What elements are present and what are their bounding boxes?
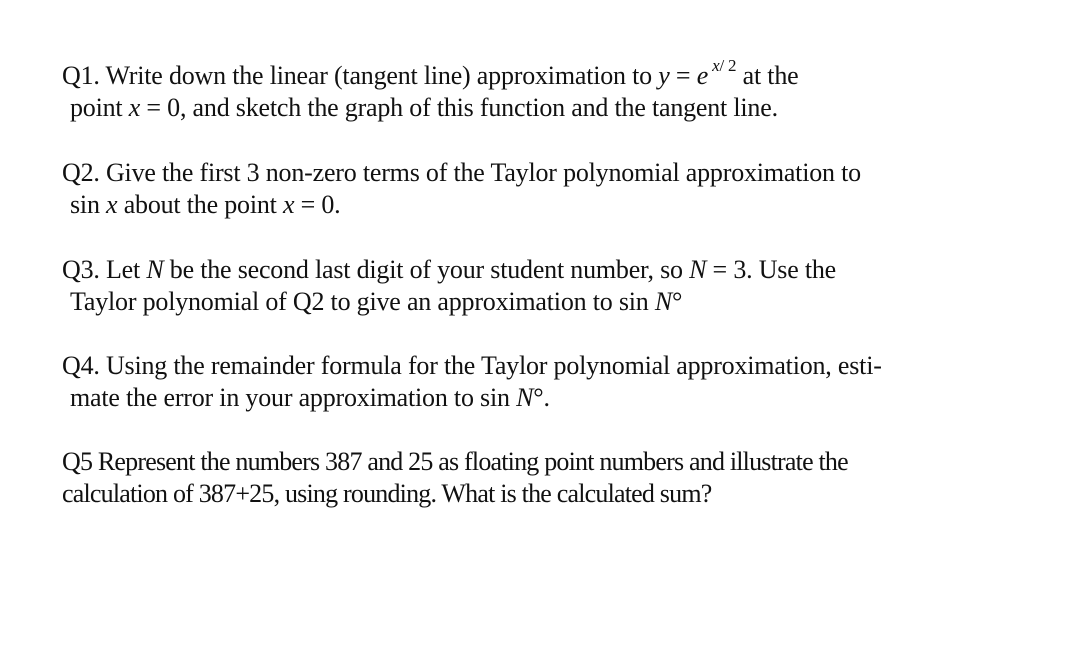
exponent-divisor: / 2 [719, 56, 737, 76]
question-5-line-2: calculation of 387+25, using rounding. What is the calculated sum? [62, 479, 712, 508]
question-3-line-1-middle: be the second last digit of your student number, so [163, 255, 690, 284]
question-1-line-2-start: point [70, 93, 129, 122]
question-3-line-2 [62, 286, 1022, 318]
degree-symbol: ° [672, 287, 683, 316]
sin-label: sin [70, 190, 107, 219]
question-4-line-2-start: mate the error in your approximation to sin [70, 383, 517, 412]
variable-n: N [146, 255, 164, 284]
question-5-line-1: Q5 Represent the numbers 387 and 25 as floating point numbers and illustrate the [62, 447, 848, 476]
question-1-line-1 [62, 56, 1022, 92]
exponent-x: x [712, 56, 720, 76]
question-3 [62, 254, 1022, 318]
question-2-line-2-end: = 0. [294, 190, 341, 219]
question-3-line-1-start: Q3. Let [62, 255, 147, 284]
question-2-line-1: Q2. Give the first 3 non-zero terms of the Taylor polynomial approximation to [62, 158, 861, 187]
question-3-line-1 [62, 254, 1022, 286]
equals-sign: = [669, 61, 697, 90]
degree-symbol: °. [533, 383, 550, 412]
variable-x: x [106, 190, 118, 219]
question-2-line-2-middle: about the point [117, 190, 283, 219]
variable-n: N [689, 255, 707, 284]
exponent [708, 56, 736, 75]
question-4 [62, 350, 1022, 414]
question-1-text-start: Q1. Write down the linear (tangent line) approximation to [62, 61, 659, 90]
question-3-line-2-start: Taylor polynomial of Q2 to give an approximation to sin [70, 287, 655, 316]
question-1-line-2-end: = 0, and sketch the graph of this function and the tangent line. [140, 93, 778, 122]
question-1-text-end: at the [736, 61, 799, 90]
question-4-line-2 [62, 382, 1022, 414]
variable-y: y [658, 61, 670, 90]
question-2-line-2 [62, 189, 1022, 221]
question-1 [62, 56, 1022, 124]
variable-x: x [282, 190, 295, 219]
variable-n: N [654, 287, 673, 316]
question-1-line-2 [62, 92, 1022, 124]
question-2 [62, 157, 1022, 221]
question-4-line-1: Q4. Using the remainder formula for the Taylor polynomial approximation, esti- [62, 351, 882, 380]
variable-x: x [128, 93, 141, 122]
question-5 [62, 446, 1022, 510]
base-e: e [696, 61, 709, 90]
variable-n: N [516, 383, 534, 412]
question-3-line-1-end: = 3. Use the [706, 255, 837, 284]
